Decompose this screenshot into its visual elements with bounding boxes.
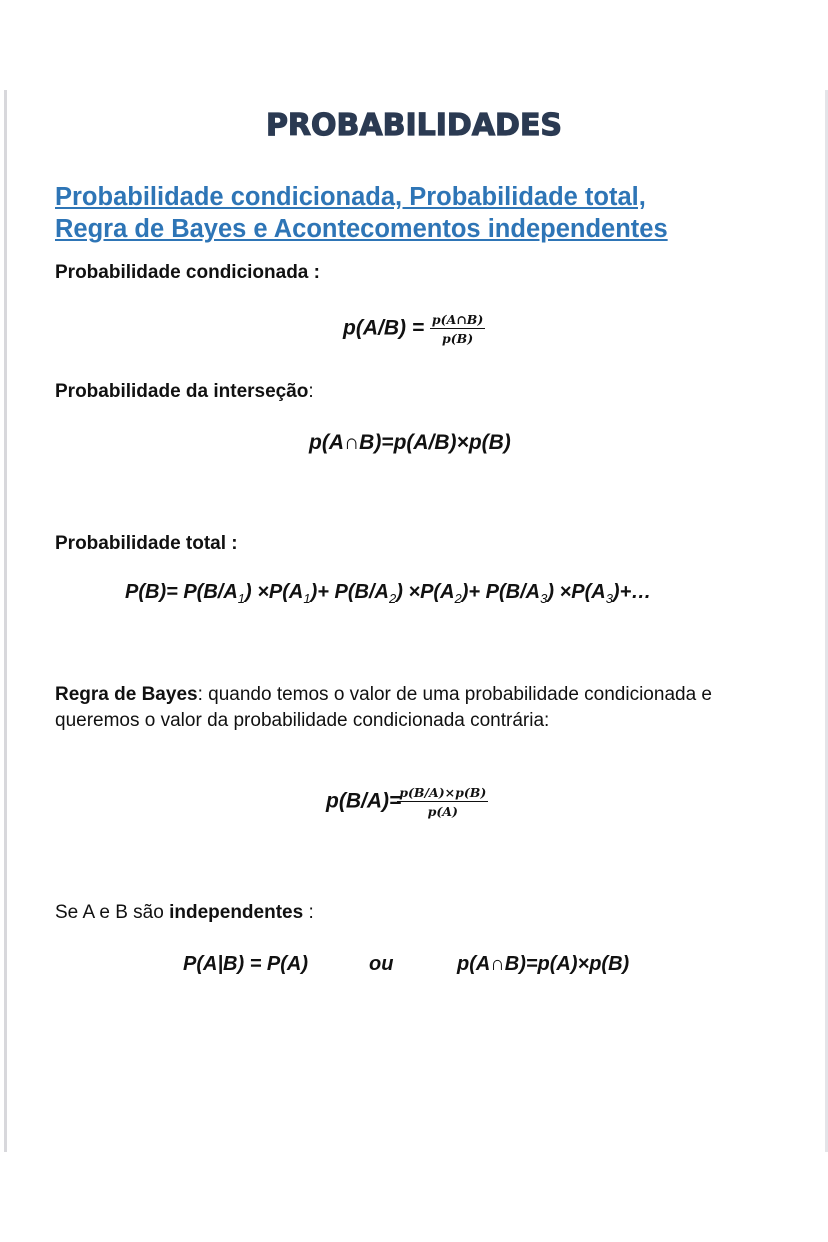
bold-text: independentes <box>169 902 304 923</box>
formula-lhs: p(A/B) = <box>343 316 430 340</box>
numerator: p(B/A)×p(B) <box>399 785 487 800</box>
text: : <box>303 902 314 923</box>
formula-term: ) ×P(A <box>245 581 304 603</box>
bayes-description <box>55 682 755 734</box>
bayes-text: : quando temos o valor de uma probabilidade condicionada e queremos o valor da probabilidade condicionada contrária: <box>55 684 712 731</box>
formula-term: ) ×P(A <box>547 581 606 603</box>
bayes-formula <box>326 785 488 819</box>
denominator: p(B) <box>442 331 474 346</box>
subscript: 1 <box>237 591 246 606</box>
formula-term: )+… <box>612 581 652 603</box>
independent-formula-2: p(A∩B)=p(A)×p(B) <box>457 953 630 975</box>
bayes-label: Regra de Bayes <box>55 684 198 705</box>
document-page <box>4 90 828 1152</box>
total-probability-formula <box>125 581 651 606</box>
section-subtitle <box>55 181 668 245</box>
subscript: 2 <box>454 591 462 606</box>
formula-lhs: p(B/A)= <box>326 789 402 813</box>
formula-term: )+ P(B/A <box>310 581 389 603</box>
independent-heading <box>55 902 314 924</box>
page-title: PROBABILIDADES <box>265 108 563 143</box>
formula-term: P(B)= P(B/A <box>125 581 238 603</box>
formula-term: )+ P(B/A <box>461 581 541 603</box>
conditional-formula <box>343 312 485 346</box>
denominator: p(A) <box>427 804 458 819</box>
heading-colon: : <box>308 381 314 402</box>
intersection-formula: p(A∩B)=p(A/B)×p(B) <box>309 431 511 454</box>
subscript: 3 <box>540 591 548 606</box>
subscript: 1 <box>303 591 311 606</box>
subscript: 3 <box>605 591 613 606</box>
fraction <box>397 785 488 819</box>
subtitle-line-1: Probabilidade condicionada, Probabilidade total, <box>55 183 646 211</box>
independent-formula-1: P(A|B) = P(A) <box>183 953 309 975</box>
total-heading: Probabilidade total : <box>55 533 238 554</box>
subscript: 2 <box>388 591 397 606</box>
formula-term: ) ×P(A <box>396 581 455 603</box>
conditional-heading: Probabilidade condicionada : <box>55 262 320 283</box>
subtitle-line-2: Regra de Bayes e Acontecomentos independentes <box>55 215 668 243</box>
heading-text: Probabilidade da interseção <box>55 381 309 402</box>
numerator: p(A∩B) <box>431 312 484 327</box>
intersection-heading <box>55 381 314 403</box>
text: Se A e B são <box>55 902 170 923</box>
fraction <box>430 312 485 346</box>
or-label: ou <box>369 953 394 975</box>
